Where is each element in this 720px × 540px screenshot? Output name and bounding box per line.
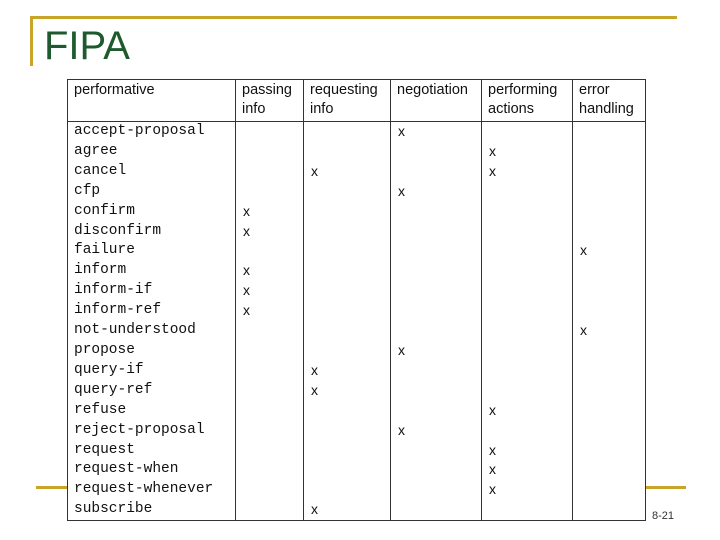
mark-cell: x bbox=[573, 241, 646, 261]
mark-cell bbox=[236, 421, 304, 441]
mark-cell bbox=[482, 301, 573, 321]
performative-cell: refuse bbox=[68, 401, 236, 421]
table-row bbox=[68, 460, 646, 480]
mark-cell: x bbox=[236, 222, 304, 242]
mark-cell bbox=[391, 441, 482, 461]
mark-cell bbox=[573, 281, 646, 301]
table-row bbox=[68, 182, 646, 202]
mark-cell bbox=[573, 341, 646, 361]
title-rule-top bbox=[30, 16, 677, 19]
mark-cell bbox=[391, 222, 482, 242]
mark-cell: x bbox=[573, 321, 646, 341]
mark-cell bbox=[573, 222, 646, 242]
header-error-handling: error handling bbox=[573, 80, 646, 122]
mark-cell bbox=[573, 401, 646, 421]
mark-cell: x bbox=[482, 401, 573, 421]
table-row bbox=[68, 441, 646, 461]
table-row bbox=[68, 142, 646, 162]
mark-cell bbox=[304, 321, 391, 341]
performative-cell: not-understood bbox=[68, 321, 236, 341]
mark-cell bbox=[573, 460, 646, 480]
performative-cell: request-when bbox=[68, 460, 236, 480]
mark-cell bbox=[482, 122, 573, 142]
mark-cell bbox=[482, 321, 573, 341]
performative-cell: disconfirm bbox=[68, 222, 236, 242]
mark-cell: x bbox=[236, 202, 304, 222]
mark-cell: x bbox=[236, 261, 304, 281]
mark-cell: x bbox=[482, 460, 573, 480]
mark-cell bbox=[236, 162, 304, 182]
mark-cell bbox=[236, 480, 304, 500]
mark-cell bbox=[304, 421, 391, 441]
mark-cell bbox=[573, 421, 646, 441]
mark-cell bbox=[236, 381, 304, 401]
mark-cell bbox=[573, 182, 646, 202]
table-row bbox=[68, 381, 646, 401]
mark-cell bbox=[391, 142, 482, 162]
mark-cell: x bbox=[482, 480, 573, 500]
performative-cell: cancel bbox=[68, 162, 236, 182]
table-row bbox=[68, 222, 646, 242]
table-header-row bbox=[68, 80, 646, 122]
mark-cell: x bbox=[304, 162, 391, 182]
mark-cell bbox=[236, 401, 304, 421]
performative-cell: query-if bbox=[68, 361, 236, 381]
mark-cell: x bbox=[391, 421, 482, 441]
mark-cell bbox=[482, 341, 573, 361]
mark-cell bbox=[391, 202, 482, 222]
mark-cell bbox=[304, 261, 391, 281]
mark-cell bbox=[573, 361, 646, 381]
mark-cell bbox=[304, 341, 391, 361]
table-row bbox=[68, 421, 646, 441]
mark-cell bbox=[573, 480, 646, 500]
mark-cell bbox=[304, 222, 391, 242]
performative-cell: query-ref bbox=[68, 381, 236, 401]
mark-cell bbox=[236, 321, 304, 341]
mark-cell bbox=[236, 122, 304, 142]
performative-cell: cfp bbox=[68, 182, 236, 202]
performative-cell: agree bbox=[68, 142, 236, 162]
table-row bbox=[68, 401, 646, 421]
table-row bbox=[68, 162, 646, 182]
mark-cell bbox=[391, 480, 482, 500]
mark-cell bbox=[304, 301, 391, 321]
performative-cell: propose bbox=[68, 341, 236, 361]
header-negotiation: negotiation bbox=[391, 80, 482, 122]
mark-cell bbox=[391, 321, 482, 341]
mark-cell bbox=[482, 361, 573, 381]
mark-cell: x bbox=[482, 142, 573, 162]
mark-cell bbox=[391, 162, 482, 182]
mark-cell bbox=[391, 241, 482, 261]
table-row bbox=[68, 241, 646, 261]
mark-cell bbox=[304, 122, 391, 142]
mark-cell bbox=[236, 341, 304, 361]
mark-cell bbox=[573, 301, 646, 321]
mark-cell bbox=[391, 381, 482, 401]
mark-cell bbox=[573, 202, 646, 222]
performative-cell: inform bbox=[68, 261, 236, 281]
mark-cell bbox=[482, 222, 573, 242]
table-row bbox=[68, 202, 646, 222]
mark-cell bbox=[236, 361, 304, 381]
mark-cell bbox=[304, 401, 391, 421]
mark-cell bbox=[304, 202, 391, 222]
table-row bbox=[68, 480, 646, 500]
mark-cell: x bbox=[236, 281, 304, 301]
mark-cell: x bbox=[304, 500, 391, 520]
table-row bbox=[68, 361, 646, 381]
mark-cell bbox=[236, 241, 304, 261]
mark-cell bbox=[304, 460, 391, 480]
performative-cell: inform-if bbox=[68, 281, 236, 301]
mark-cell bbox=[236, 142, 304, 162]
mark-cell bbox=[304, 142, 391, 162]
title-rule-left bbox=[30, 16, 33, 66]
performative-cell: request bbox=[68, 441, 236, 461]
table-row bbox=[68, 321, 646, 341]
mark-cell bbox=[304, 241, 391, 261]
mark-cell bbox=[391, 401, 482, 421]
mark-cell bbox=[304, 281, 391, 301]
performative-cell: confirm bbox=[68, 202, 236, 222]
performative-cell: accept-proposal bbox=[68, 122, 236, 142]
performative-cell: failure bbox=[68, 241, 236, 261]
performatives-table-container bbox=[67, 79, 645, 520]
mark-cell: x bbox=[482, 441, 573, 461]
mark-cell bbox=[573, 500, 646, 520]
table-row bbox=[68, 281, 646, 301]
mark-cell bbox=[304, 182, 391, 202]
mark-cell bbox=[391, 460, 482, 480]
page-number: 8-21 bbox=[652, 510, 675, 522]
mark-cell bbox=[482, 261, 573, 281]
header-passing-info: passing info bbox=[236, 80, 304, 122]
header-performing-actions: performing actions bbox=[482, 80, 573, 122]
performative-cell: subscribe bbox=[68, 500, 236, 520]
mark-cell bbox=[573, 162, 646, 182]
table-row bbox=[68, 261, 646, 281]
mark-cell bbox=[482, 281, 573, 301]
mark-cell bbox=[236, 460, 304, 480]
mark-cell: x bbox=[391, 122, 482, 142]
mark-cell: x bbox=[236, 301, 304, 321]
mark-cell bbox=[573, 381, 646, 401]
mark-cell bbox=[573, 122, 646, 142]
mark-cell bbox=[304, 480, 391, 500]
performative-cell: request-whenever bbox=[68, 480, 236, 500]
table-row bbox=[68, 301, 646, 321]
mark-cell bbox=[573, 261, 646, 281]
mark-cell bbox=[391, 281, 482, 301]
table-body bbox=[68, 122, 646, 521]
header-performative: performative bbox=[68, 80, 236, 122]
performative-cell: inform-ref bbox=[68, 301, 236, 321]
mark-cell bbox=[236, 500, 304, 520]
header-requesting-info: requesting info bbox=[304, 80, 391, 122]
mark-cell bbox=[482, 421, 573, 441]
table-row bbox=[68, 341, 646, 361]
mark-cell bbox=[482, 202, 573, 222]
mark-cell bbox=[391, 301, 482, 321]
mark-cell bbox=[391, 361, 482, 381]
table-row bbox=[68, 500, 646, 520]
mark-cell bbox=[482, 500, 573, 520]
mark-cell bbox=[391, 261, 482, 281]
mark-cell bbox=[236, 441, 304, 461]
mark-cell bbox=[573, 142, 646, 162]
mark-cell: x bbox=[482, 162, 573, 182]
performative-cell: reject-proposal bbox=[68, 421, 236, 441]
mark-cell: x bbox=[391, 341, 482, 361]
mark-cell bbox=[482, 241, 573, 261]
mark-cell: x bbox=[304, 361, 391, 381]
mark-cell bbox=[482, 182, 573, 202]
table-row bbox=[68, 122, 646, 142]
mark-cell bbox=[236, 182, 304, 202]
slide-title: FIPA bbox=[44, 24, 130, 68]
mark-cell bbox=[482, 381, 573, 401]
mark-cell bbox=[573, 441, 646, 461]
performatives-table bbox=[67, 79, 646, 521]
mark-cell bbox=[391, 500, 482, 520]
mark-cell bbox=[304, 441, 391, 461]
mark-cell: x bbox=[304, 381, 391, 401]
mark-cell: x bbox=[391, 182, 482, 202]
